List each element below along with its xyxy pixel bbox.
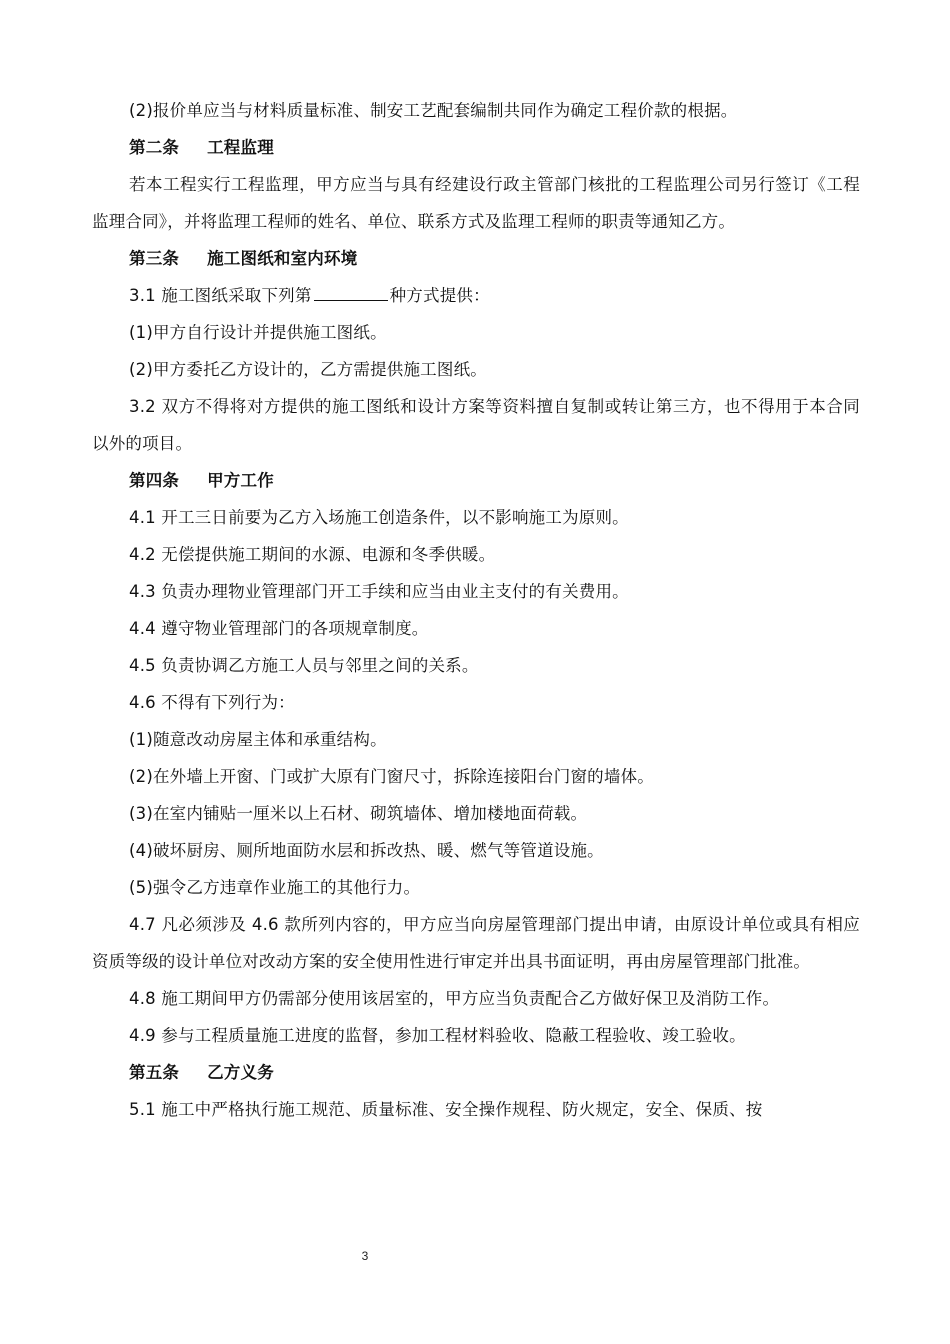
paragraph: (4)破坏厨房、厕所地面防水层和拆改热、暖、燃气等管道设施。	[129, 841, 604, 860]
paragraph: 4.7 凡必须涉及 4.6 款所列内容的，甲方应当向房屋管理部门提出申请，由原设计单位或具有相应资质等级的设计单位对改动方案的安全使用性进行审定并出具书面证明，再由房屋管理部门批准。	[92, 915, 860, 971]
paragraph: 4.3 负责办理物业管理部门开工手续和应当由业主支付的有关费用。	[129, 582, 629, 601]
paragraph-text-after-blank: 种方式提供：	[389, 286, 490, 305]
paragraph: 4.6 不得有下列行为：	[129, 693, 295, 712]
article-title: 甲方工作	[207, 471, 274, 490]
paragraph: (2)在外墙上开窗、门或扩大原有门窗尺寸，拆除连接阳台门窗的墙体。	[129, 767, 654, 786]
paragraph-text-before-blank: 3.1 施工图纸采取下列第	[129, 286, 312, 305]
paragraph: 4.1 开工三日前要为乙方入场施工创造条件，以不影响施工为原则。	[129, 508, 629, 527]
paragraph-with-blank	[92, 277, 860, 314]
article-number: 第四条	[129, 471, 180, 490]
paragraph: 3.2 双方不得将对方提供的施工图纸和设计方案等资料擅自复制或转让第三方，也不得用于本合同以外的项目。	[92, 397, 860, 453]
article-heading	[92, 1054, 860, 1091]
paragraph: 4.5 负责协调乙方施工人员与邻里之间的关系。	[129, 656, 479, 675]
article-number: 第二条	[129, 138, 180, 157]
article-number: 第五条	[129, 1063, 180, 1082]
paragraph: 4.9 参与工程质量施工进度的监督，参加工程材料验收、隐蔽工程验收、竣工验收。	[129, 1026, 746, 1045]
article-heading	[92, 462, 860, 499]
paragraph: (1)随意改动房屋主体和承重结构。	[129, 730, 387, 749]
paragraph: 4.2 无偿提供施工期间的水源、电源和冬季供暖。	[129, 545, 496, 564]
document-body	[92, 92, 860, 1128]
article-number: 第三条	[129, 249, 180, 268]
page-number: 3	[361, 1249, 369, 1263]
article-title: 工程监理	[207, 138, 274, 157]
article-title: 乙方义务	[207, 1063, 274, 1082]
paragraph: (1)甲方自行设计并提供施工图纸。	[129, 323, 387, 342]
paragraph: 4.4 遵守物业管理部门的各项规章制度。	[129, 619, 429, 638]
paragraph: (3)在室内铺贴一厘米以上石材、砌筑墙体、增加楼地面荷载。	[129, 804, 588, 823]
article-heading	[92, 129, 860, 166]
paragraph: 若本工程实行工程监理，甲方应当与具有经建设行政主管部门核批的工程监理公司另行签订《工程监理合同》，并将监理工程师的姓名、单位、联系方式及监理工程师的职责等通知乙方。	[92, 175, 860, 231]
article-heading	[92, 240, 860, 277]
paragraph: (2)甲方委托乙方设计的，乙方需提供施工图纸。	[129, 360, 487, 379]
paragraph: 5.1 施工中严格执行施工规范、质量标准、安全操作规程、防火规定，安全、保质、按	[129, 1100, 763, 1119]
paragraph: (2)报价单应当与材料质量标准、制安工艺配套编制共同作为确定工程价款的根据。	[129, 101, 738, 120]
fill-in-blank	[314, 282, 388, 301]
paragraph: (5)强令乙方违章作业施工的其他行力。	[129, 878, 421, 897]
paragraph: 4.8 施工期间甲方仍需部分使用该居室的，甲方应当负责配合乙方做好保卫及消防工作。	[129, 989, 780, 1008]
article-title: 施工图纸和室内环境	[207, 249, 358, 268]
